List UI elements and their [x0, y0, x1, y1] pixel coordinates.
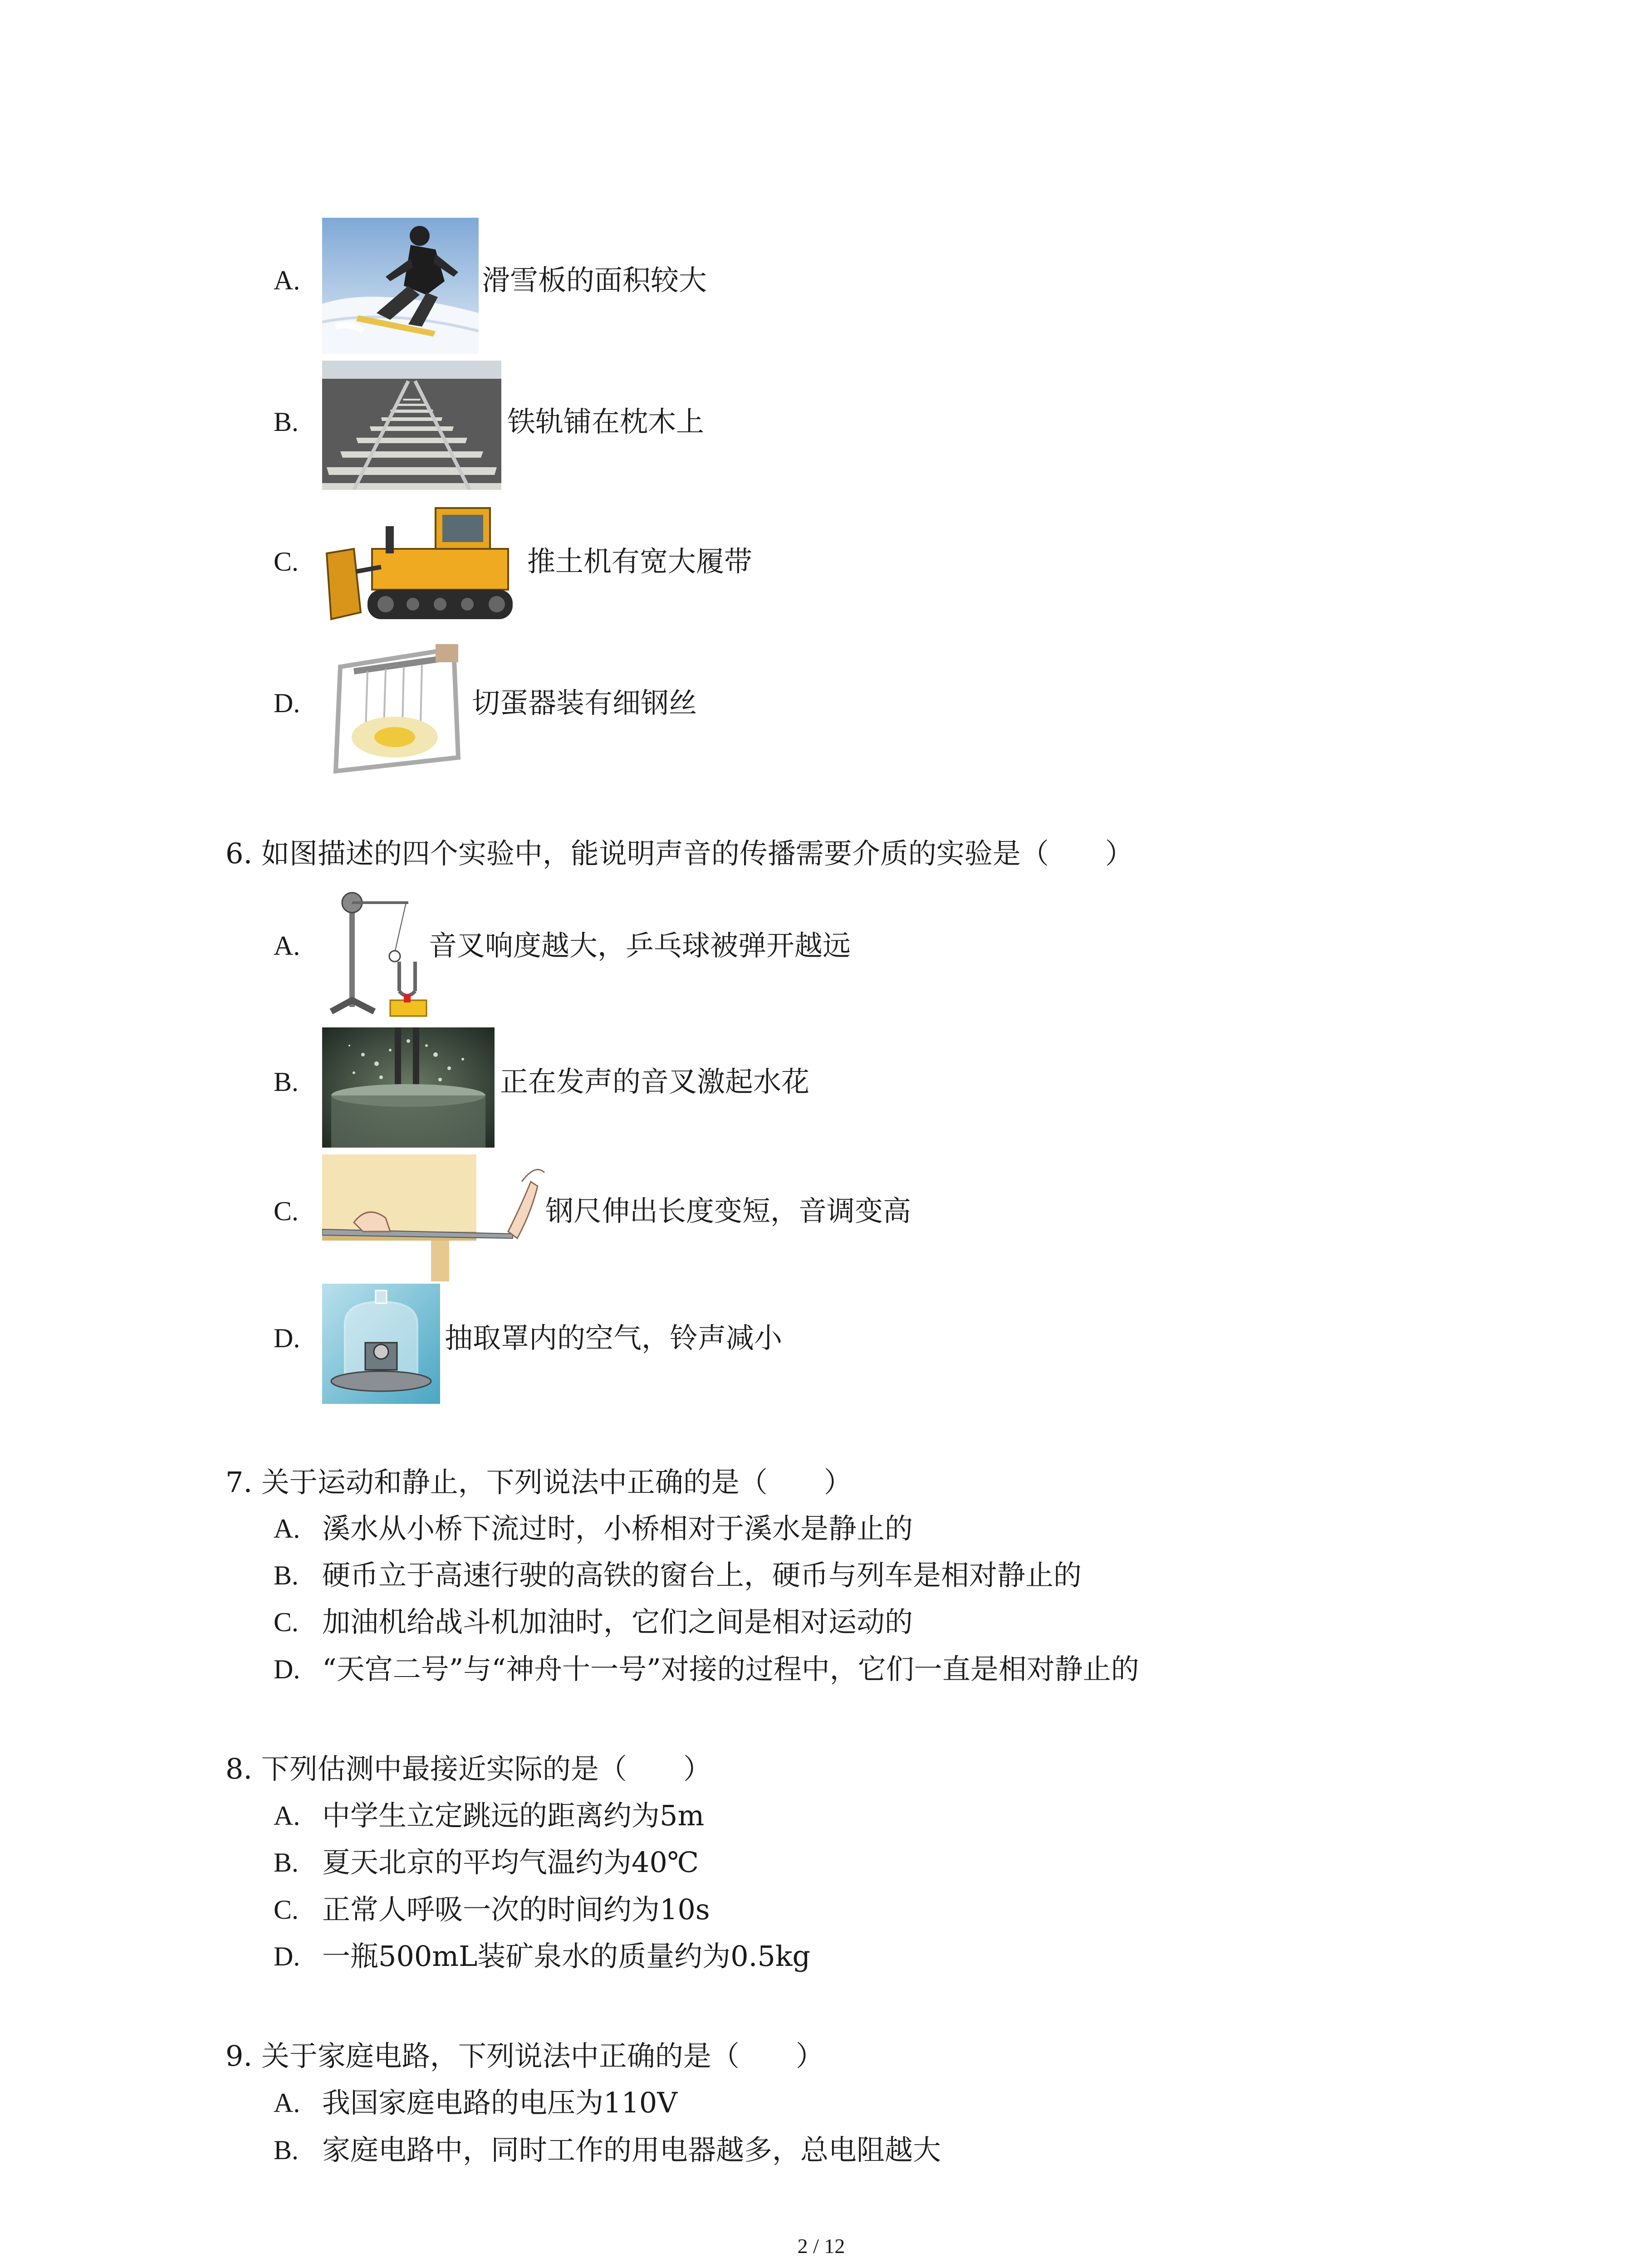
q8-option-a-letter: A. [274, 1801, 300, 1831]
q9-option-b-letter: B. [274, 2135, 299, 2165]
q5-option-d-letter: D. [274, 688, 300, 718]
snowboarder-photo [322, 218, 479, 354]
q6-option-c-letter: C. [274, 1196, 299, 1226]
tuning-fork-pingpong-diagram [322, 885, 431, 1021]
q8-stem: 8. 下列估测中最接近实际的是（ ） [225, 1752, 711, 1785]
q5-option-a-letter: A. [274, 265, 300, 295]
q5-option-c-letter: C. [274, 547, 299, 577]
q5-option-b-text: 铁轨铺在枕木上 [507, 405, 705, 438]
q8-option-a-text: 中学生立定跳远的距离约为5m [322, 1799, 705, 1832]
q7-stem: 7. 关于运动和静止，下列说法中正确的是（ ） [225, 1466, 852, 1499]
q8-option-b-text: 夏天北京的平均气温约为40℃ [322, 1846, 699, 1879]
q9-stem: 9. 关于家庭电路，下列说法中正确的是（ ） [225, 2039, 824, 2072]
q9-option-a-letter: A. [274, 2088, 300, 2118]
q5-option-c-text: 推土机有宽大履带 [527, 545, 753, 578]
q7-option-b-letter: B. [274, 1560, 299, 1590]
q7-option-b-text: 硬币立于高速行驶的高铁的窗台上，硬币与列车是相对静止的 [322, 1559, 1082, 1592]
tuning-fork-water-photo [322, 1027, 495, 1148]
bell-jar-photo [322, 1284, 440, 1404]
railway-track-photo [322, 361, 501, 490]
q7-option-c-letter: C. [274, 1607, 299, 1637]
steel-ruler-table-drawing [322, 1154, 549, 1281]
q6-option-a-text: 音叉响度越大，乒乓球被弹开越远 [429, 929, 851, 962]
q7-option-d-text: “天宫二号”与“神舟十一号”对接的过程中，它们一直是相对静止的 [322, 1652, 1139, 1686]
q7-option-a-text: 溪水从小桥下流过时，小桥相对于溪水是静止的 [322, 1512, 913, 1545]
q5-option-a-text: 滑雪板的面积较大 [482, 264, 707, 297]
q6-option-d-text: 抽取罩内的空气，铃声减小 [445, 1321, 783, 1354]
bulldozer-photo [322, 499, 522, 633]
q6-stem: 6. 如图描述的四个实验中，能说明声音的传播需要介质的实验是（ ） [225, 837, 1133, 870]
q7-option-d-letter: D. [274, 1654, 300, 1684]
q6-option-a-letter: A. [274, 931, 300, 961]
q6-option-b-text: 正在发声的音叉激起水花 [500, 1065, 810, 1098]
q5-option-b-letter: B. [274, 407, 299, 437]
q9-option-b-text: 家庭电路中，同时工作的用电器越多，总电阻越大 [322, 2133, 941, 2166]
q6-option-c-text: 钢尺伸出长度变短，音调变高 [545, 1194, 911, 1227]
q6-option-b-letter: B. [274, 1067, 299, 1097]
q5-option-d-text: 切蛋器装有细钢丝 [472, 686, 697, 719]
q8-option-b-letter: B. [274, 1848, 299, 1877]
q7-option-c-text: 加油机给战斗机加油时，它们之间是相对运动的 [322, 1605, 913, 1638]
q8-option-c-letter: C. [274, 1895, 299, 1925]
page-number: 2 / 12 [797, 2234, 845, 2258]
q6-option-d-letter: D. [274, 1323, 300, 1353]
q8-option-d-text: 一瓶500mL装矿泉水的质量约为0.5kg [322, 1940, 811, 1973]
q7-option-a-letter: A. [274, 1514, 300, 1544]
q8-option-c-text: 正常人呼吸一次的时间约为10s [322, 1893, 710, 1926]
q9-option-a-text: 我国家庭电路的电压为110V [322, 2086, 678, 2119]
egg-slicer-photo [322, 640, 467, 776]
q8-option-d-letter: D. [274, 1941, 300, 1971]
